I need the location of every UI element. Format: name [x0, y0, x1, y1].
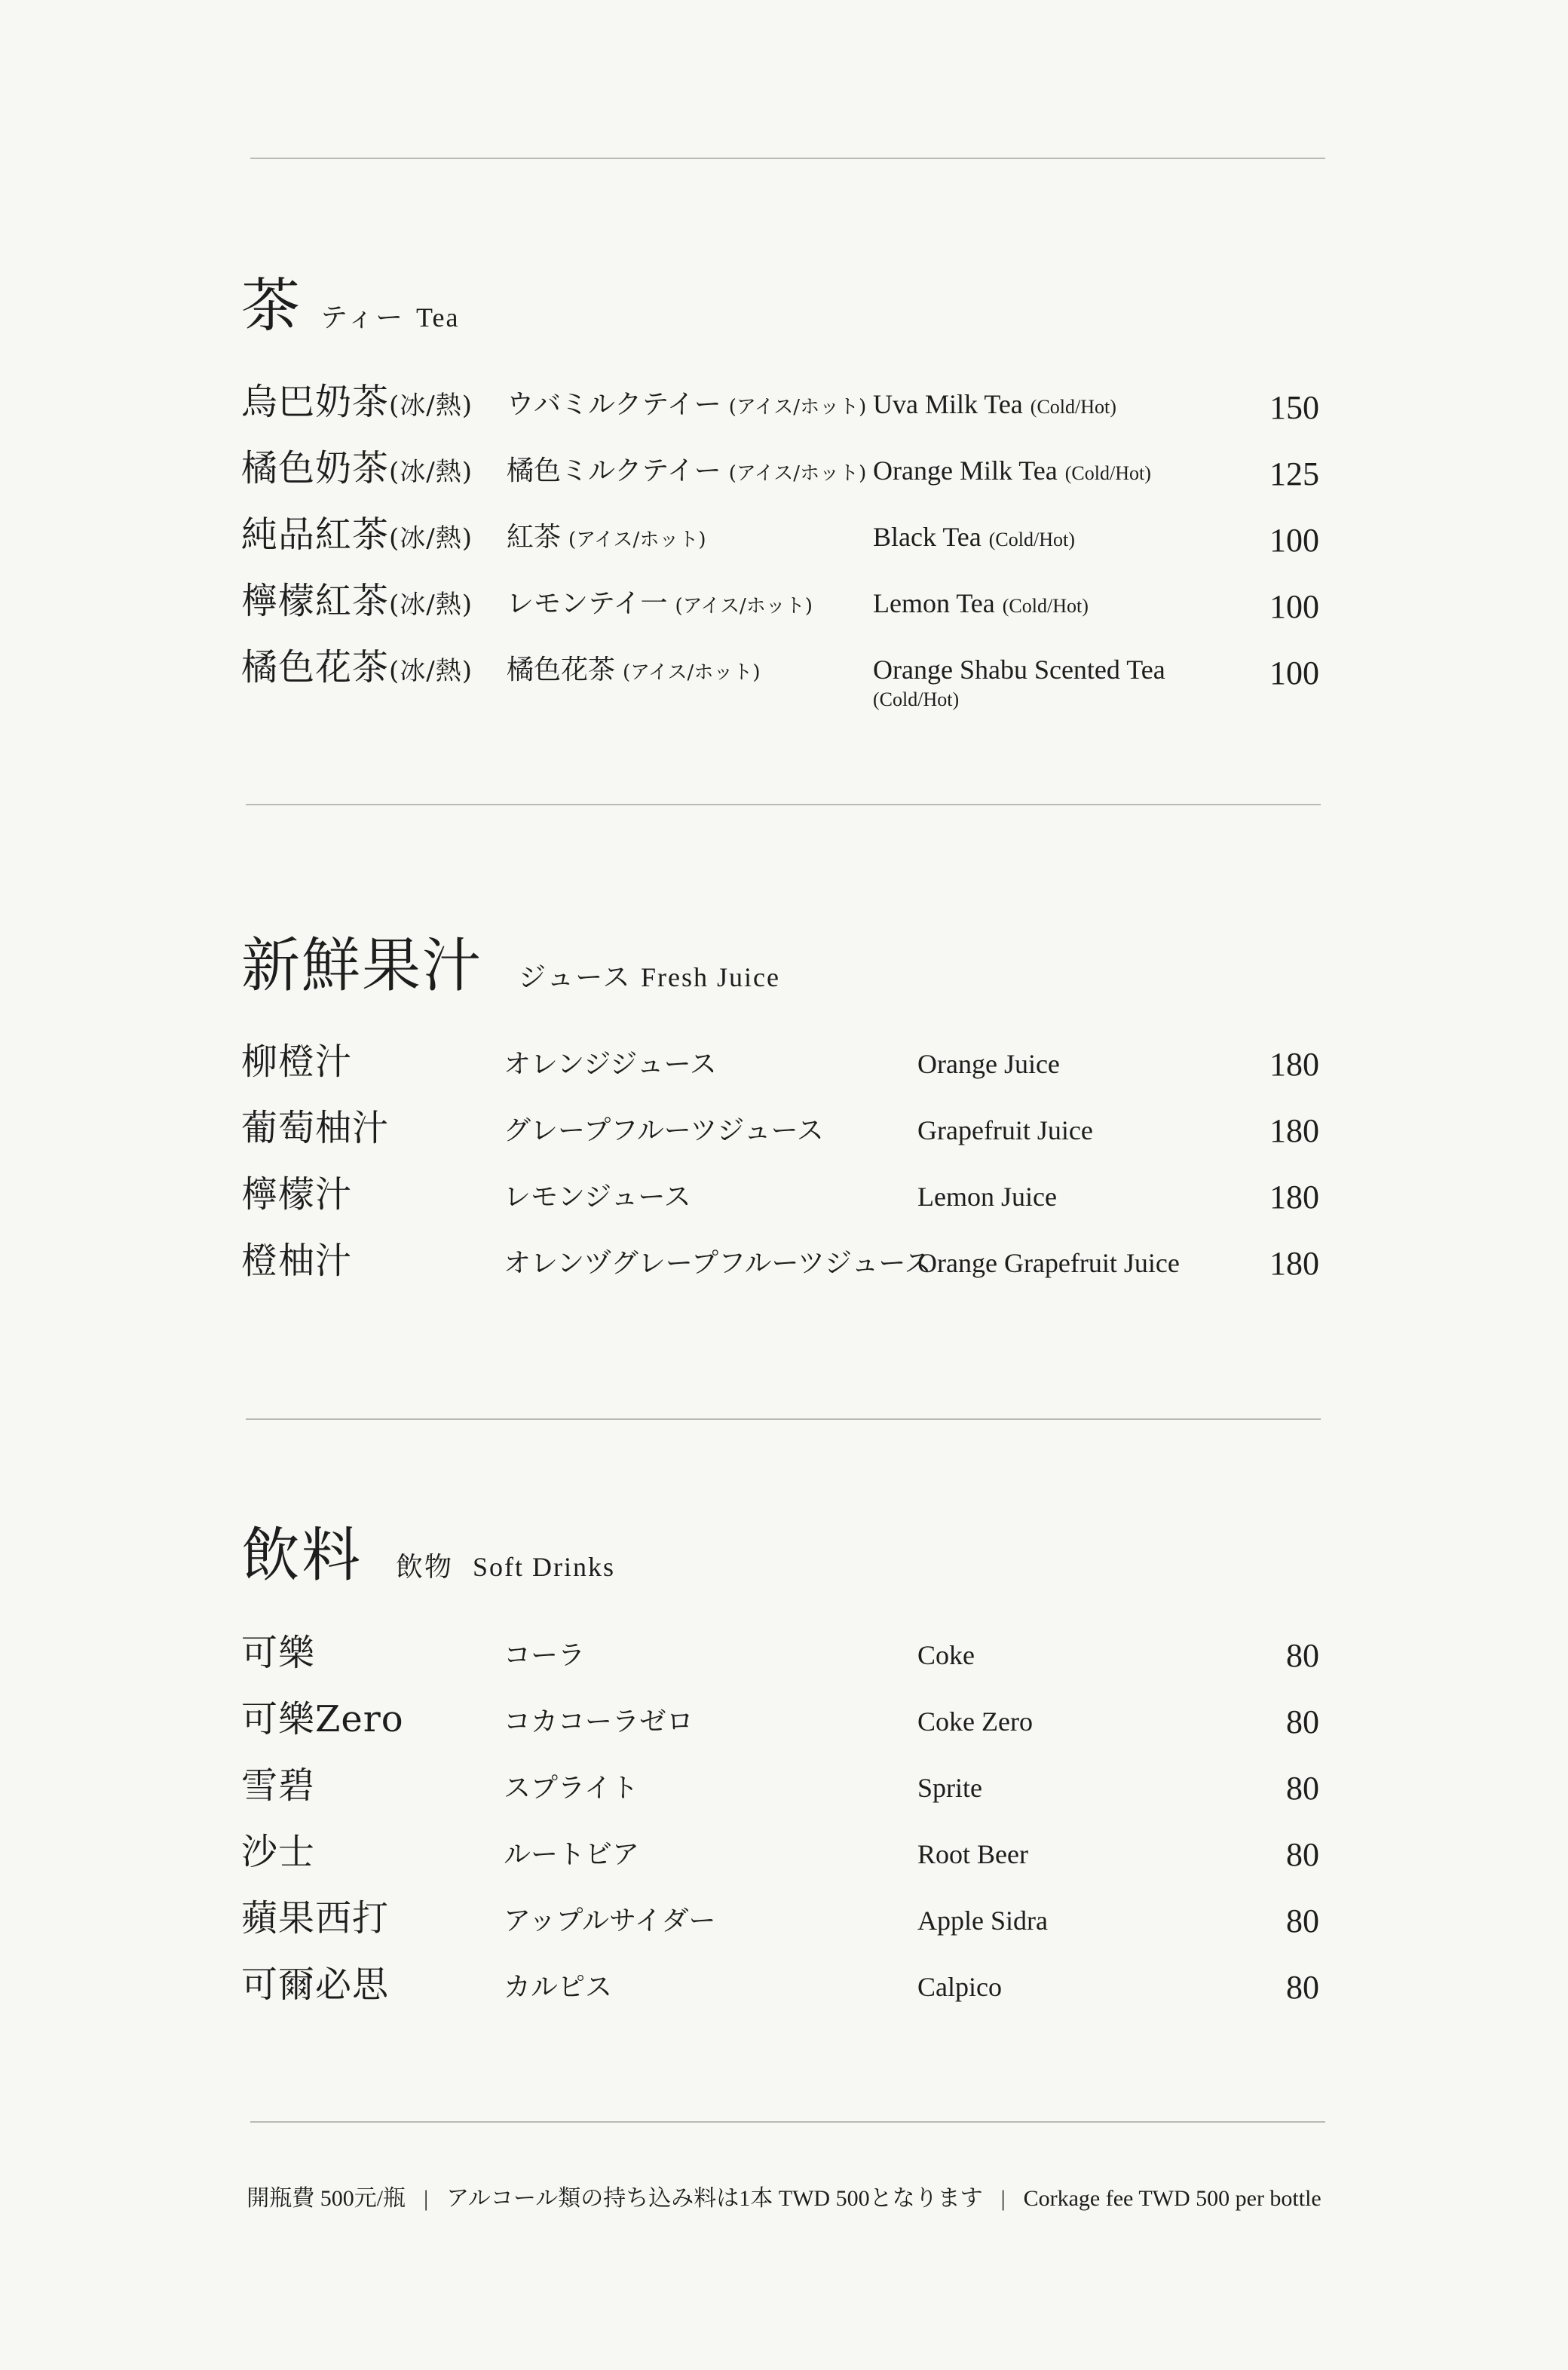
item-name-en: Orange Grapefruit Juice: [917, 1248, 1180, 1278]
section-title-ja: ティー: [320, 302, 405, 333]
soft-drinks-list: [241, 1632, 1319, 2030]
item-name-zh: 檸檬汁: [241, 1173, 353, 1216]
menu-item: [241, 1173, 1319, 1240]
corkage-fee-zh: 開瓶費 500元/瓶: [247, 2186, 406, 2211]
item-name-ja: スプライト: [504, 1773, 639, 1804]
item-price: 80: [1286, 1770, 1319, 1807]
item-name-en: Grapefruit Juice: [917, 1115, 1093, 1145]
item-price: 180: [1269, 1046, 1319, 1083]
item-name-zh: 橙柚汁: [241, 1240, 353, 1282]
tea-list: [241, 381, 1319, 722]
item-price: 100: [1269, 588, 1319, 625]
item-name-zh: 可爾必思: [241, 1964, 390, 2006]
footer-separator: |: [1000, 2186, 1006, 2211]
item-name-zh: 檸檬紅茶: [241, 580, 390, 622]
item-price: 180: [1269, 1112, 1319, 1149]
footer-separator: |: [424, 2186, 429, 2211]
section-title-zh: 飲料: [241, 1522, 363, 1590]
item-note-ja: (アイス/ホット): [728, 462, 867, 485]
item-name-zh: 可樂: [241, 1632, 316, 1674]
item-price: 80: [1286, 1902, 1319, 1939]
menu-item: [241, 1964, 1319, 2030]
item-name-ja: オレンヅグレープフルーツジュース: [504, 1248, 932, 1279]
item-name-ja: カルピス: [504, 1972, 613, 2003]
divider-after-tea: [246, 804, 1321, 805]
item-name-en: Orange Shabu Scented Tea: [873, 655, 1165, 685]
item-price: 100: [1269, 655, 1319, 691]
item-note-ja: (アイス/ホット): [568, 529, 706, 551]
item-name-ja: レモンジュース: [504, 1182, 691, 1213]
section-title-ja: 飲物: [396, 1552, 454, 1582]
item-name-zh: 橘色花茶: [241, 646, 390, 688]
item-price: 80: [1286, 1969, 1319, 2006]
item-note-ja: (アイス/ホット): [675, 595, 813, 618]
section-title-zh: 新鮮果汁: [241, 932, 483, 1000]
item-name-ja: 橘色ミルクテイー: [507, 455, 721, 486]
divider-before-footer: [250, 2121, 1325, 2123]
item-name-en: Coke Zero: [917, 1706, 1033, 1737]
item-name-en: Root Beer: [917, 1839, 1028, 1869]
item-note-en: (Cold/Hot): [1002, 595, 1089, 617]
menu-item: [241, 1831, 1319, 1897]
item-name-zh: 葡萄柚汁: [241, 1107, 390, 1149]
item-note-en: (Cold/Hot): [1064, 462, 1151, 484]
menu-item: [241, 1107, 1319, 1173]
juice-list: [241, 1041, 1319, 1306]
menu-item: [241, 1698, 1319, 1764]
item-price: 180: [1269, 1179, 1319, 1216]
juice-section: [241, 905, 1319, 1306]
corkage-footer: [0, 2179, 1568, 2212]
menu-item: [241, 1240, 1319, 1306]
corkage-fee-ja: アルコール類の持ち込み料は1本 TWD 500となります: [446, 2186, 983, 2211]
item-name-ja: コーラ: [504, 1640, 586, 1671]
item-name-en: Calpico: [917, 1972, 1002, 2002]
tea-section: [241, 245, 1319, 722]
item-name-en: Lemon Tea: [873, 588, 995, 618]
item-name-en: Orange Juice: [917, 1049, 1060, 1079]
menu-item: [241, 1041, 1319, 1107]
item-note-zh: (冰/熱): [389, 656, 473, 686]
item-name-ja: コカコーラゼロ: [504, 1706, 694, 1737]
item-name-ja: ルートビア: [504, 1839, 640, 1870]
menu-item: [241, 1632, 1319, 1698]
menu-item: [241, 447, 1319, 514]
item-name-en: Sprite: [917, 1773, 982, 1803]
item-price: 80: [1286, 1703, 1319, 1740]
section-title-zh: 茶: [241, 272, 302, 340]
item-name-zh: 雪碧: [241, 1764, 316, 1807]
item-note-en: (Cold/Hot): [1030, 396, 1116, 418]
item-name-ja: 紅茶: [507, 522, 562, 553]
item-name-en: Uva Milk Tea: [873, 389, 1023, 419]
item-name-zh: 橘色奶茶: [241, 447, 390, 489]
item-price: 150: [1269, 389, 1319, 426]
menu-item: [241, 514, 1319, 580]
item-name-zh: 柳橙汁: [241, 1041, 353, 1083]
item-note-ja: (アイス/ホット): [728, 396, 867, 419]
section-title-ja: ジュース: [519, 962, 632, 992]
item-note-en: (Cold/Hot): [988, 529, 1075, 550]
menu-item: [241, 1897, 1319, 1964]
section-header: [241, 1495, 1319, 1590]
item-note-zh: (冰/熱): [389, 523, 473, 553]
item-name-zh: 蘋果西打: [241, 1897, 390, 1939]
menu-item: [241, 1764, 1319, 1831]
divider-top: [250, 158, 1325, 159]
item-name-ja: アップルサイダー: [504, 1906, 716, 1936]
section-title-en: Tea: [416, 302, 460, 333]
item-note-zh: (冰/熱): [389, 457, 473, 487]
item-note-en: (Cold/Hot): [873, 688, 960, 711]
item-price: 80: [1286, 1836, 1319, 1873]
item-name-zh: 純品紅茶: [241, 514, 390, 556]
item-price: 125: [1269, 455, 1319, 492]
divider-after-juice: [246, 1418, 1321, 1420]
item-name-ja: レモンテイ一: [507, 588, 668, 619]
item-name-ja: 橘色花茶: [507, 655, 616, 685]
section-title-en: Soft Drinks: [473, 1552, 616, 1582]
item-name-en: Lemon Juice: [917, 1182, 1057, 1212]
item-name-ja: オレンジジュース: [504, 1049, 717, 1080]
section-header: [241, 245, 1319, 340]
section-title-en: Fresh Juice: [641, 962, 780, 992]
menu-item: [241, 646, 1319, 722]
item-name-ja: グレープフルーツジュース: [504, 1115, 824, 1146]
corkage-fee-en: Corkage fee TWD 500 per bottle: [1023, 2186, 1321, 2211]
item-name-zh: 烏巴奶茶: [241, 381, 390, 423]
item-note-zh: (冰/熱): [389, 391, 473, 421]
item-price: 80: [1286, 1637, 1319, 1674]
item-name-en: Black Tea: [873, 522, 982, 552]
item-name-ja: ウバミルクテイー: [507, 389, 721, 420]
section-header: [241, 905, 1319, 1000]
item-name-en: Orange Milk Tea: [873, 455, 1058, 486]
menu-item: [241, 580, 1319, 646]
item-name-zh: 沙士: [241, 1831, 316, 1873]
item-price: 180: [1269, 1245, 1319, 1282]
item-note-zh: (冰/熱): [389, 590, 473, 620]
item-note-ja: (アイス/ホット): [623, 661, 761, 684]
item-name-en: Apple Sidra: [917, 1906, 1048, 1936]
item-price: 100: [1269, 522, 1319, 559]
soft-drinks-section: [241, 1495, 1319, 2030]
item-name-zh: 可樂Zero: [241, 1698, 404, 1740]
menu-item: [241, 381, 1319, 447]
item-name-en: Coke: [917, 1640, 975, 1670]
